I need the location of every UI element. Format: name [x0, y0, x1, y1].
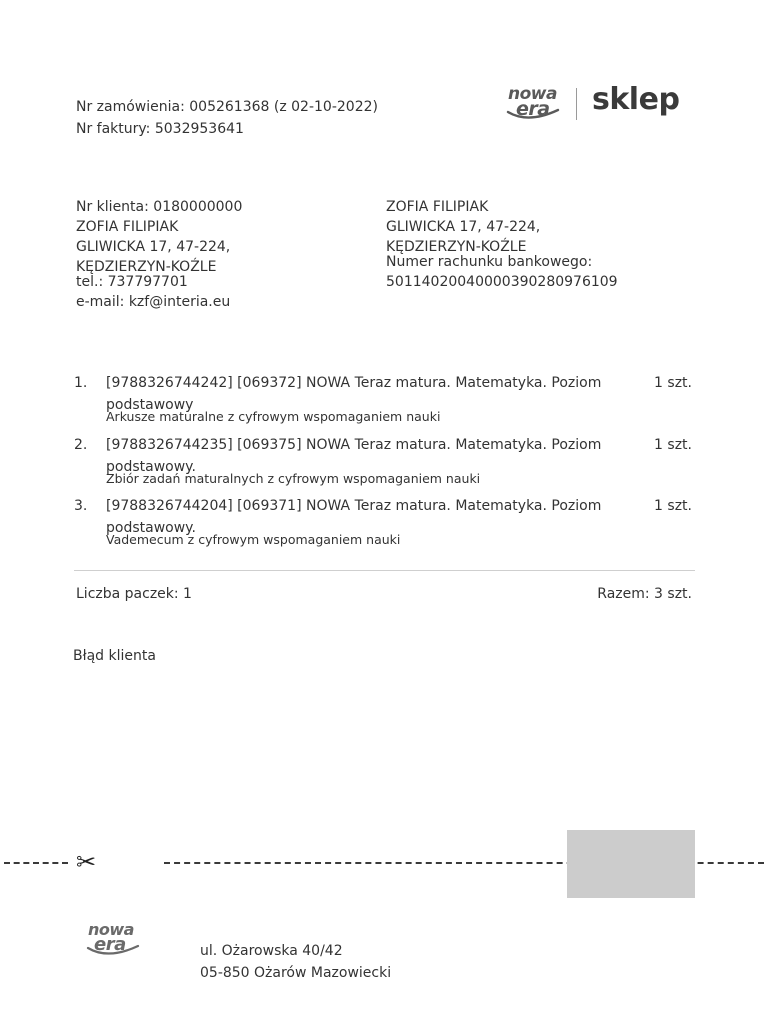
item-quantity: 1 szt. — [654, 375, 692, 391]
logo-separator — [576, 88, 577, 120]
recipient-name: ZOFIA FILIPIAK — [386, 199, 489, 215]
scissors-icon: ✂ — [76, 848, 97, 876]
item-quantity: 1 szt. — [654, 498, 692, 514]
nowa-era-logo-small — [86, 920, 146, 964]
package-count: Liczba paczek: 1 — [76, 586, 192, 602]
item-subtitle: Vademecum z cyfrowym wspomaganiem nauki — [106, 532, 401, 547]
item-title: [9788326744242] [069372] NOWA Teraz matura. Matematyka. Poziom podstawowy — [106, 375, 602, 413]
client-note: Błąd klienta — [73, 648, 156, 664]
list-item — [74, 434, 694, 496]
item-subtitle: Arkusze maturalne z cyfrowym wspomaganiem nauki — [106, 409, 441, 424]
bank-account-number: 50114020040000390280976109 — [386, 274, 618, 290]
client-number: Nr klienta: 0180000000 — [76, 199, 243, 215]
order-items-list — [74, 372, 694, 557]
customer-name: ZOFIA FILIPIAK — [76, 219, 179, 235]
item-title: [9788326744204] [069371] NOWA Teraz matura. Matematyka. Poziom podstawowy. — [106, 498, 602, 536]
customer-phone: tel.: 737797701 — [76, 274, 188, 290]
logo-word-nowa: nowa — [508, 84, 557, 104]
recipient-street: GLIWICKA 17, 47-224, — [386, 219, 541, 235]
bank-account-label: Numer rachunku bankowego: — [386, 254, 593, 270]
logo-word-era: era — [94, 934, 126, 955]
item-number: 2. — [74, 436, 88, 453]
item-title: [9788326744235] [069375] NOWA Teraz matura. Matematyka. Poziom podstawowy. — [106, 436, 602, 475]
item-number: 3. — [74, 498, 88, 514]
footer-address-street: ul. Ożarowska 40/42 — [200, 943, 343, 959]
total-quantity: Razem: 3 szt. — [597, 586, 692, 602]
logo-word-nowa: nowa — [88, 920, 134, 939]
logo-word-era: era — [516, 98, 550, 120]
item-subtitle: Zbiór zadań maturalnych z cyfrowym wspomaganiem nauki — [106, 470, 481, 486]
divider — [74, 570, 695, 571]
item-quantity: 1 szt. — [654, 436, 692, 453]
nowa-era-logo — [506, 84, 562, 124]
logo-swoosh-icon — [506, 108, 562, 122]
customer-street: GLIWICKA 17, 47-224, — [76, 239, 231, 255]
item-number: 1. — [74, 375, 88, 391]
recipient-city: KĘDZIERZYN-KOŹLE — [386, 239, 527, 255]
logo-swoosh-icon — [86, 944, 142, 958]
list-item — [74, 495, 694, 557]
cut-line-left — [4, 862, 68, 864]
invoice-number: Nr faktury: 5032953641 — [76, 121, 244, 137]
order-number: Nr zamówienia: 005261368 (z 02-10-2022) — [76, 99, 378, 115]
list-item — [74, 372, 694, 434]
customer-city: KĘDZIERZYN-KOŹLE — [76, 259, 217, 275]
label-placeholder — [567, 830, 695, 898]
customer-email: e-mail: kzf@interia.eu — [76, 294, 231, 310]
footer-address-city: 05-850 Ożarów Mazowiecki — [200, 965, 392, 981]
shop-logo: sklep — [592, 82, 680, 117]
